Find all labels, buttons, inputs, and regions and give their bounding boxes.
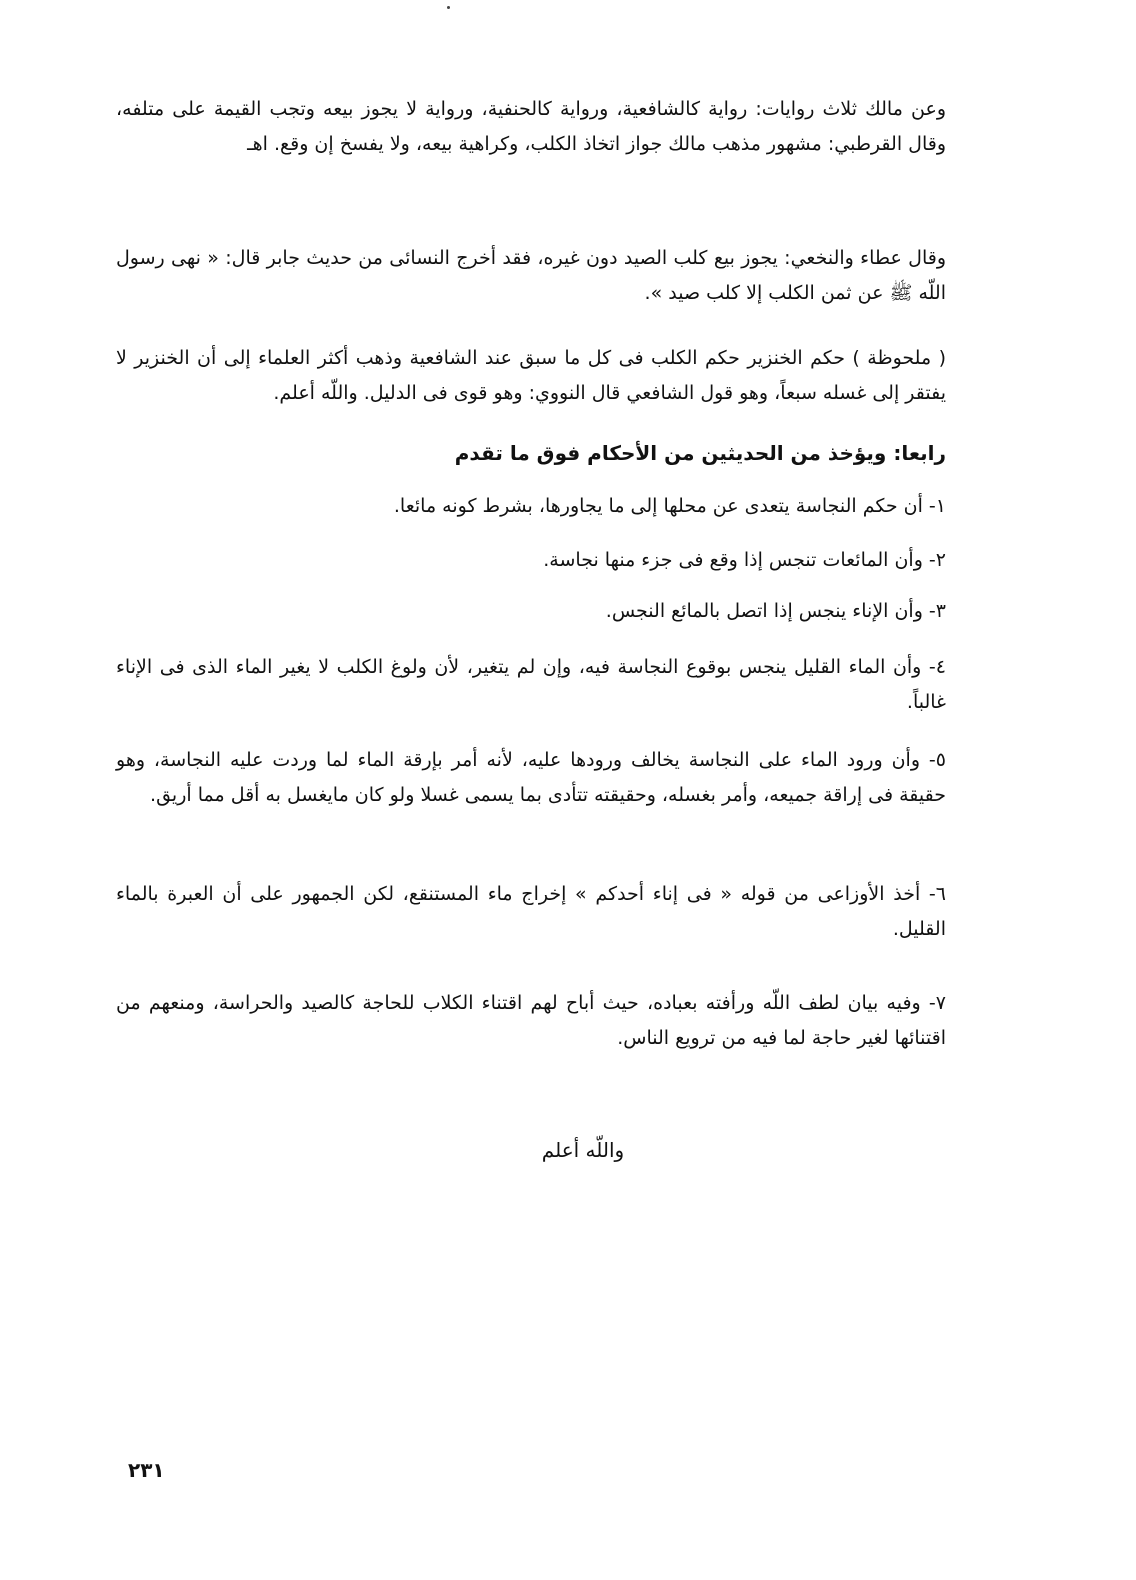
paragraph-malik-narrations: وعن مالك ثلاث روايات: رواية كالشافعية، ورواية كالحنفية، ورواية لا يجوز بيعه وتجب القيمة على متلفه، وقال القرطبي: مشهور مذهب مالك جواز اتخاذ الكلب، وكراهية بيعه، ولا يفسخ إن وقع. اهـ	[116, 98, 946, 155]
closing-text: واللّه أعلم	[541, 1138, 625, 1162]
list-item-1: ١- أن حكم النجاسة يتعدى عن محلها إلى ما يجاورها، بشرط كونه مائعا.	[393, 495, 946, 517]
list-item-4: ٤- وأن الماء القليل ينجس بوقوع النجاسة فيه، وإن لم يتغير، لأن ولوغ الكلب لا يغير الماء الذى فى الإناء غالباً.	[116, 656, 946, 713]
scan-speck	[447, 6, 450, 9]
list-item-5: ٥- وأن ورود الماء على النجاسة يخالف ورودها عليه، لأنه أمر بإرقة الماء لما وردت عليه النجاسة، وهو حقيقة فى إراقة جميعه، وأمر بغسله، وحقيقته تتأدى بما يسمى غسلا ولو كان مايغسل به أقل مما أريق.	[116, 749, 946, 806]
list-item-6: ٦- أخذ الأوزاعى من قوله « فى إناء أحدكم » إخراج ماء المستنقع، لكن الجمهور على أن العبرة بالماء القليل.	[116, 883, 946, 940]
paragraph-pig-note: ( ملحوظة ) حكم الخنزير حكم الكلب فى كل ما سبق عند الشافعية وذهب أكثر العلماء إلى أن الخنزير لا يفتقر إلى غسله سبعاً، وهو قول الشافعي قال النووي: وهو قوى فى الدليل. واللّه أعلم.	[116, 347, 946, 404]
paragraph-ata-nakhai: وقال عطاء والنخعي: يجوز بيع كلب الصيد دون غيره، فقد أخرج النسائى من حديث جابر قال: « نهى رسول اللّه ﷺ عن ثمن الكلب إلا كلب صيد ».	[116, 247, 946, 304]
closing-phrase	[0, 1138, 1136, 1162]
section-heading: رابعا: ويؤخذ من الحديثين من الأحكام فوق ما تقدم	[454, 441, 946, 465]
page-number: ٢٣١	[128, 1458, 165, 1482]
list-item-3: ٣- وأن الإناء ينجس إذا اتصل بالمائع النجس.	[605, 600, 946, 622]
list-item-2: ٢- وأن المائعات تنجس إذا وقع فى جزء منها نجاسة.	[543, 549, 946, 571]
list-item-7: ٧- وفيه بيان لطف اللّه ورأفته بعباده، حيث أباح لهم اقتناء الكلاب للحاجة كالصيد والحراسة، ومنعهم من اقتنائها لغير حاجة لما فيه من ترويع الناس.	[116, 992, 946, 1049]
